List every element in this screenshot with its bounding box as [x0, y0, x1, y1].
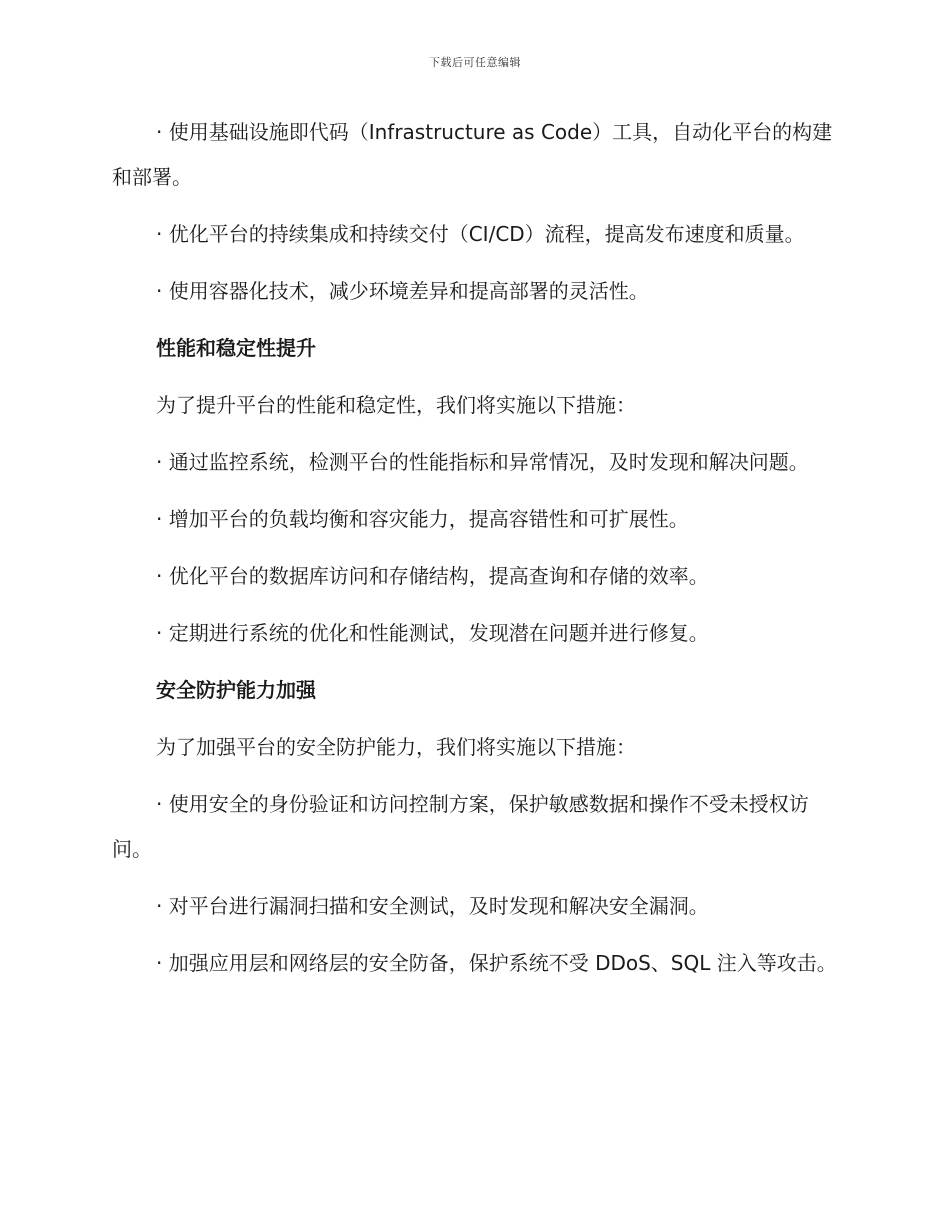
bullet-auth: · 使用安全的身份验证和访问控制方案，保护敏感数据和操作不受未授权访问。 — [112, 792, 809, 861]
document-body — [112, 110, 837, 998]
bullet-containers: · 使用容器化技术，减少环境差异和提高部署的灵活性。 — [156, 279, 649, 303]
bullet-iac: · 使用基础设施即代码（Infrastructure as Code）工具，自动化平台的构建和部署。 — [112, 120, 833, 189]
header-note: 下载后可任意编辑 — [429, 56, 521, 69]
section-heading-security: 安全防护能力加强 — [156, 678, 316, 702]
intro-security: 为了加强平台的安全防护能力，我们将实施以下措施： — [156, 735, 636, 759]
bullet-network-defense: · 加强应用层和网络层的安全防备，保护系统不受 DDoS、SQL 注入等攻击。 — [156, 951, 837, 975]
bullet-vuln-scan: · 对平台进行漏洞扫描和安全测试，及时发现和解决安全漏洞。 — [156, 894, 709, 918]
bullet-database: · 优化平台的数据库访问和存储结构，提高查询和存储的效率。 — [156, 564, 709, 588]
intro-performance: 为了提升平台的性能和稳定性，我们将实施以下措施： — [156, 393, 636, 417]
bullet-cicd: · 优化平台的持续集成和持续交付（CI/CD）流程，提高发布速度和质量。 — [156, 222, 805, 246]
section-heading-performance: 性能和稳定性提升 — [156, 336, 316, 360]
bullet-optimization: · 定期进行系统的优化和性能测试，发现潜在问题并进行修复。 — [156, 621, 709, 645]
bullet-monitoring: · 通过监控系统，检测平台的性能指标和异常情况，及时发现和解决问题。 — [156, 450, 809, 474]
bullet-load-balancing: · 增加平台的负载均衡和容灾能力，提高容错性和可扩展性。 — [156, 507, 689, 531]
